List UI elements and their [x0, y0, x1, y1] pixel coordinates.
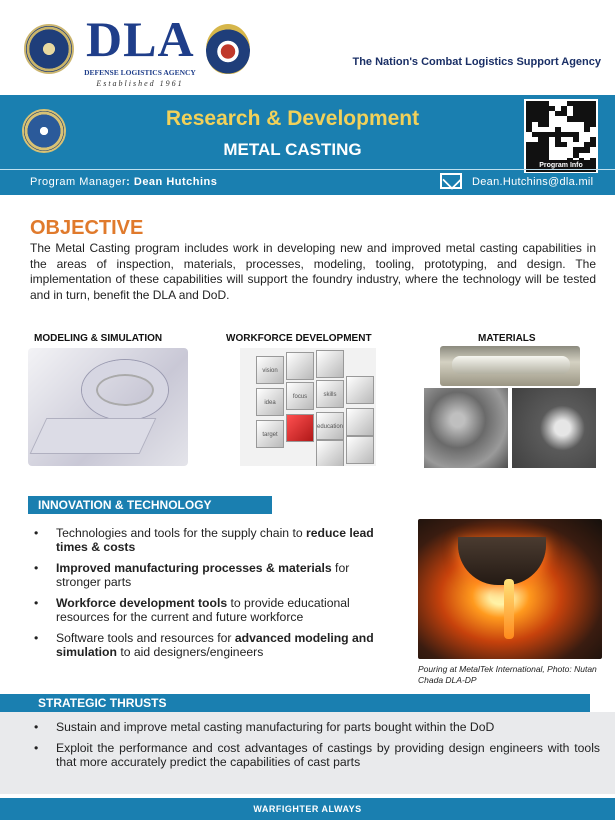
ladle-shape [458, 537, 546, 585]
list-item: • Exploit the performance and cost advantages of castings by providing design engineers with tools that more accurately predict the capabilities of cast parts [30, 741, 600, 769]
cube-tile [346, 376, 374, 404]
innovation-list [30, 526, 392, 666]
cube-word: target [256, 420, 284, 448]
dla-seal-icon [206, 24, 250, 74]
manager-name: : Dean Hutchins [126, 176, 218, 188]
list-item: • Sustain and improve metal casting manufacturing for parts bought within the DoD [30, 720, 600, 734]
agency-tagline: The Nation's Combat Logistics Support Agency [352, 56, 601, 68]
agency-full-name: DEFENSE LOGISTICS AGENCY [84, 68, 196, 77]
banner-title-area [0, 95, 615, 167]
program-manager [30, 176, 217, 188]
qr-code[interactable] [524, 99, 598, 173]
cube-word: vision [256, 356, 284, 384]
objective-heading: OBJECTIVE [30, 217, 144, 239]
dla-logo-text: DLA [86, 11, 195, 67]
cube-tile [316, 440, 344, 466]
item-text: for stronger parts [56, 561, 350, 589]
email-link[interactable]: Dean.Hutchins@dla.mil [472, 176, 594, 188]
item-bold-text: Improved manufacturing processes & materials [56, 561, 332, 575]
list-item [30, 526, 392, 554]
microstructure-image-b [512, 388, 596, 468]
workforce-image [240, 348, 376, 466]
list-item [30, 596, 392, 624]
cube-word: idea [256, 388, 284, 416]
item-bold-text: Workforce development tools [56, 596, 228, 610]
materials-label: MATERIALS [478, 333, 536, 344]
item-text: Software tools and resources for [56, 631, 235, 645]
title-banner [0, 95, 615, 195]
workforce-label: WORKFORCE DEVELOPMENT [226, 333, 372, 344]
dod-seal-icon [24, 24, 74, 74]
mail-icon [440, 173, 462, 189]
footer-motto: WARFIGHTER ALWAYS [0, 798, 615, 820]
contact-row [0, 169, 615, 195]
established-text: Established 1961 [96, 79, 184, 88]
casting-base-shape [30, 418, 157, 454]
pouring-photo [418, 519, 602, 659]
innovation-heading: INNOVATION & TECHNOLOGY [28, 496, 272, 514]
modeling-image [28, 348, 188, 466]
cube-word: skills [316, 380, 344, 408]
microstructure-image-a [424, 388, 508, 468]
thrusts-list [30, 720, 600, 776]
modeling-label: MODELING & SIMULATION [34, 333, 163, 344]
qr-label: Program Info [526, 160, 596, 172]
cube-tile [346, 436, 374, 464]
item-text: Technologies and tools for the supply chain to [56, 526, 307, 540]
item-bold-text: advanced modeling and simulation [56, 631, 374, 659]
item-text: to provide educational resources for the current and future workforce [56, 596, 350, 624]
objective-text: The Metal Casting program includes work in developing new and improved metal casting capabilities in the areas of inspection, materials, processes, modeling, tooling, prototyping, and design. The implementation of these capabilities will support the foundry industry, where the technology will be tested and in turn, benefit the DLA and DoD. [30, 241, 596, 302]
page-header [0, 0, 615, 95]
cube-tile [316, 350, 344, 378]
cube-word: focus [286, 382, 314, 410]
list-item [30, 561, 392, 589]
banner-subtitle: METAL CASTING [223, 140, 362, 159]
cube-word: education [316, 412, 344, 440]
banner-title: Research & Development [165, 107, 420, 130]
item-text: to aid designers/engineers [116, 645, 264, 659]
list-item [30, 631, 392, 659]
manager-label: Program Manager [30, 176, 127, 188]
casting-ring-shape [82, 360, 168, 420]
photo-caption: Pouring at MetalTek International, Photo: Nutan Chada DLA-DP [418, 664, 597, 685]
sample-bar-shape [452, 356, 570, 374]
qr-code-icon [526, 101, 596, 163]
material-sample-image [440, 346, 580, 386]
molten-metal-stream [504, 579, 514, 639]
cube-tile [286, 352, 314, 380]
item-bold-text: reduce lead times & costs [56, 526, 374, 554]
thrusts-heading: STRATEGIC THRUSTS [0, 694, 590, 712]
cube-tile [346, 408, 374, 436]
